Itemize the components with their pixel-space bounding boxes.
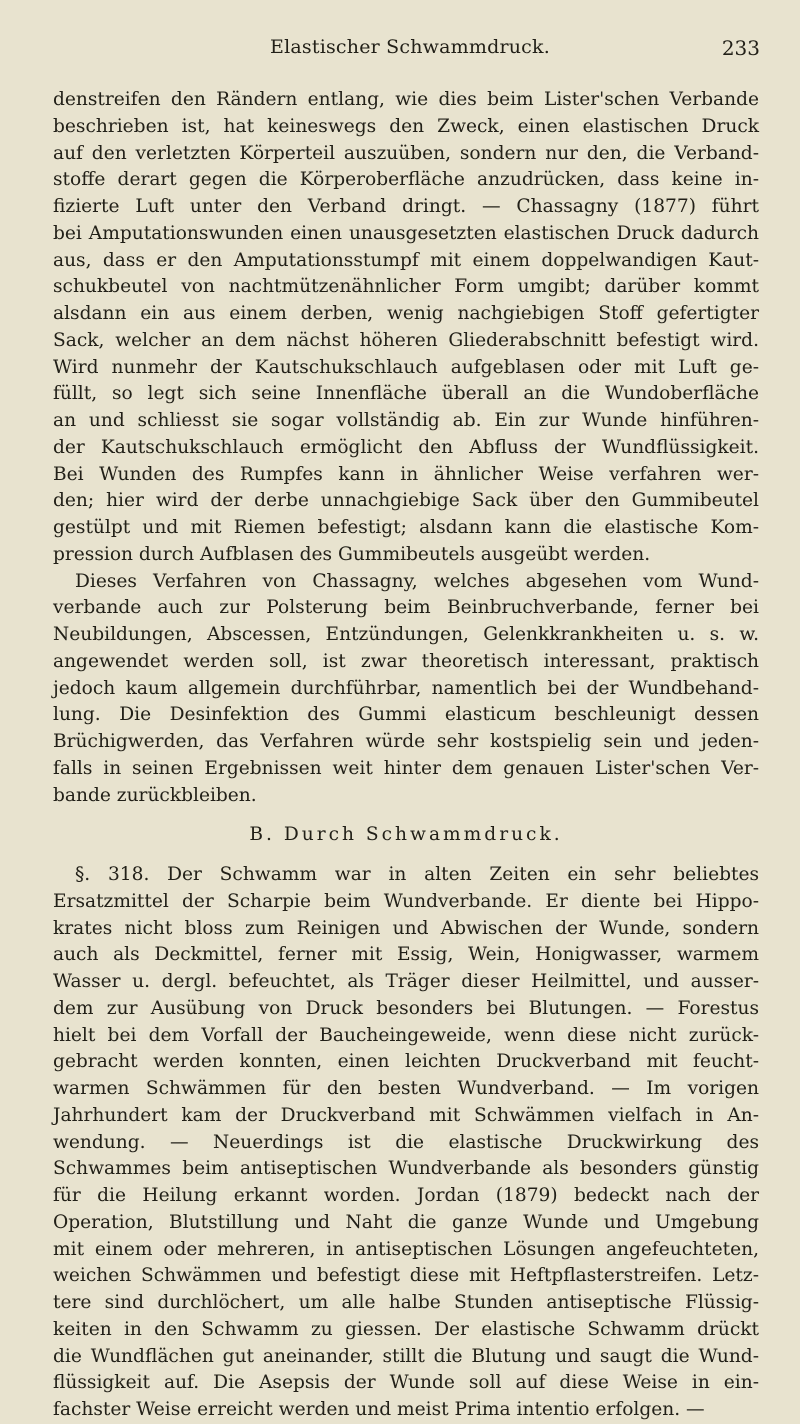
text-line: pression durch Aufblasen des Gummibeutels ausgeübt werden.	[53, 543, 651, 565]
section-heading: B. Durch Schwammdruck.	[249, 824, 563, 846]
text-line: Operation, Blutstillung und Naht die ganze Wunde und Umgebung	[53, 1211, 759, 1233]
text-line: Wasser u. dergl. befeuchtet, als Träger dieser Heilmittel, und ausser-	[53, 971, 759, 992]
text-line: Neubildungen, Abscessen, Entzündungen, Gelenkkrankheiten u. s. w.	[53, 624, 759, 645]
page-header	[60, 36, 760, 66]
text-line: Ersatzmittel der Scharpie beim Wundverbande. Er diente bei Hippo-	[53, 890, 759, 912]
paragraph-1	[53, 87, 759, 569]
text-line: beschrieben ist, hat keineswegs den Zweck, einen elastischen Druck	[53, 115, 759, 137]
text-line: lung. Die Desinfektion des Gummi elasticum beschleunigt dessen	[53, 704, 759, 726]
text-line: keiten in den Schwamm zu giessen. Der elastische Schwamm drückt	[53, 1318, 759, 1340]
spacer	[53, 849, 759, 862]
text-line: schukbeutel von nachtmützenähnlicher Form umgibt; darüber kommt	[53, 276, 759, 298]
text-line: auf den verletzten Körperteil auszuüben, sondern nur den, die Verband-	[53, 142, 759, 164]
text-line: fachster Weise erreicht werden und meist Prima intentio erfolgen. —	[53, 1399, 705, 1420]
text-line: dem zur Ausübung von Druck besonders bei Blutungen. — Forestus	[53, 997, 759, 1019]
text-line: warmen Schwämmen für den besten Wundverband. — Im vorigen	[53, 1078, 759, 1099]
text-line: mit einem oder mehreren, in antiseptischen Lösungen angefeuchteten,	[53, 1238, 759, 1260]
text-line: weichen Schwämmen und befestigt diese mit Heftpflasterstreifen. Letz-	[53, 1265, 759, 1287]
paragraph-2	[53, 569, 759, 810]
text-line: aus, dass er den Amputationsstumpf mit einem doppelwandigen Kaut-	[53, 249, 759, 271]
text-line: Schwammes beim antiseptischen Wundverbande als besonders günstig	[53, 1158, 759, 1180]
text-line: füllt, so legt sich seine Innenfläche überall an die Wundoberfläche	[53, 383, 759, 405]
text-line: jedoch kaum allgemein durchführbar, namentlich bei der Wundbehand-	[53, 677, 759, 699]
text-line: bande zurückbleiben.	[53, 784, 257, 806]
text-line: stoffe derart gegen die Körperoberfläche anzudrücken, dass keine in-	[53, 169, 759, 191]
text-line: denstreifen den Rändern entlang, wie dies beim Lister'schen Verbande	[53, 89, 759, 110]
text-line: krates nicht bloss zum Reinigen und Abwischen der Wunde, sondern	[53, 917, 759, 939]
running-title: Elastischer Schwammdruck.	[270, 36, 550, 58]
text-line: den; hier wird der derbe unnachgiebige Sack über den Gummibeutel	[53, 490, 759, 512]
text-line: verbande auch zur Polsterung beim Beinbruchverbande, ferner bei	[53, 597, 759, 619]
text-line: angewendet werden soll, ist zwar theoretisch interessant, praktisch	[53, 650, 759, 672]
text-line: an und schliesst sie sogar vollständig ab. Ein zur Wunde hinführen-	[53, 410, 759, 431]
text-line: Sack, welcher an dem nächst höheren Gliederabschnitt befestigt wird.	[53, 329, 759, 351]
text-line: Bei Wunden des Rumpfes kann in ähnlicher Weise verfahren wer-	[53, 463, 759, 485]
text-line: gestülpt und mit Riemen befestigt; alsdann kann die elastische Kom-	[53, 517, 759, 538]
text-line: alsdann ein aus einem derben, wenig nachgiebigen Stoff gefertigter	[53, 303, 759, 324]
text-line: hielt bei dem Vorfall der Baucheingeweide, wenn diese nicht zurück-	[53, 1024, 759, 1046]
text-line: Brüchigwerden, das Verfahren würde sehr kostspielig sein und jeden-	[53, 731, 759, 752]
body-text	[53, 87, 759, 1424]
text-line: bei Amputationswunden einen unausgesetzten elastischen Druck dadurch	[53, 222, 759, 244]
text-line: fizierte Luft unter den Verband dringt. — Chassagny (1877) führt	[53, 196, 759, 217]
spacer	[53, 809, 759, 822]
page-number: 233	[721, 36, 760, 60]
text-line: für die Heilung erkannt worden. Jordan (1879) bedeckt nach der	[53, 1185, 759, 1206]
text-line: auch als Deckmittel, ferner mit Essig, Wein, Honigwasser, warmem	[53, 944, 759, 966]
text-line: die Wundflächen gut aneinander, stillt die Blutung und saugt die Wund-	[53, 1345, 759, 1367]
text-line: Jahrhundert kam der Druckverband mit Schwämmen vielfach in An-	[53, 1104, 759, 1126]
text-line: flüssigkeit auf. Die Asepsis der Wunde soll auf diese Weise in ein-	[53, 1372, 759, 1394]
text-line: Dieses Verfahren von Chassagny, welches abgesehen vom Wund-	[75, 570, 759, 592]
text-line: der Kautschukschlauch ermöglicht den Abfluss der Wundflüssigkeit.	[53, 436, 759, 458]
text-line: falls in seinen Ergebnissen weit hinter dem genauen Lister'schen Ver-	[53, 757, 759, 779]
text-line: gebracht werden konnten, einen leichten Druckverband mit feucht-	[53, 1051, 759, 1073]
text-line: Wird nunmehr der Kautschukschlauch aufgeblasen oder mit Luft ge-	[53, 356, 759, 378]
paragraph-3	[53, 862, 759, 1424]
text-line: wendung. — Neuerdings ist die elastische Druckwirkung des	[53, 1131, 759, 1153]
text-line: tere sind durchlöchert, um alle halbe Stunden antiseptische Flüssig-	[53, 1292, 759, 1313]
text-line: §. 318. Der Schwamm war in alten Zeiten ein sehr beliebtes	[75, 864, 759, 885]
